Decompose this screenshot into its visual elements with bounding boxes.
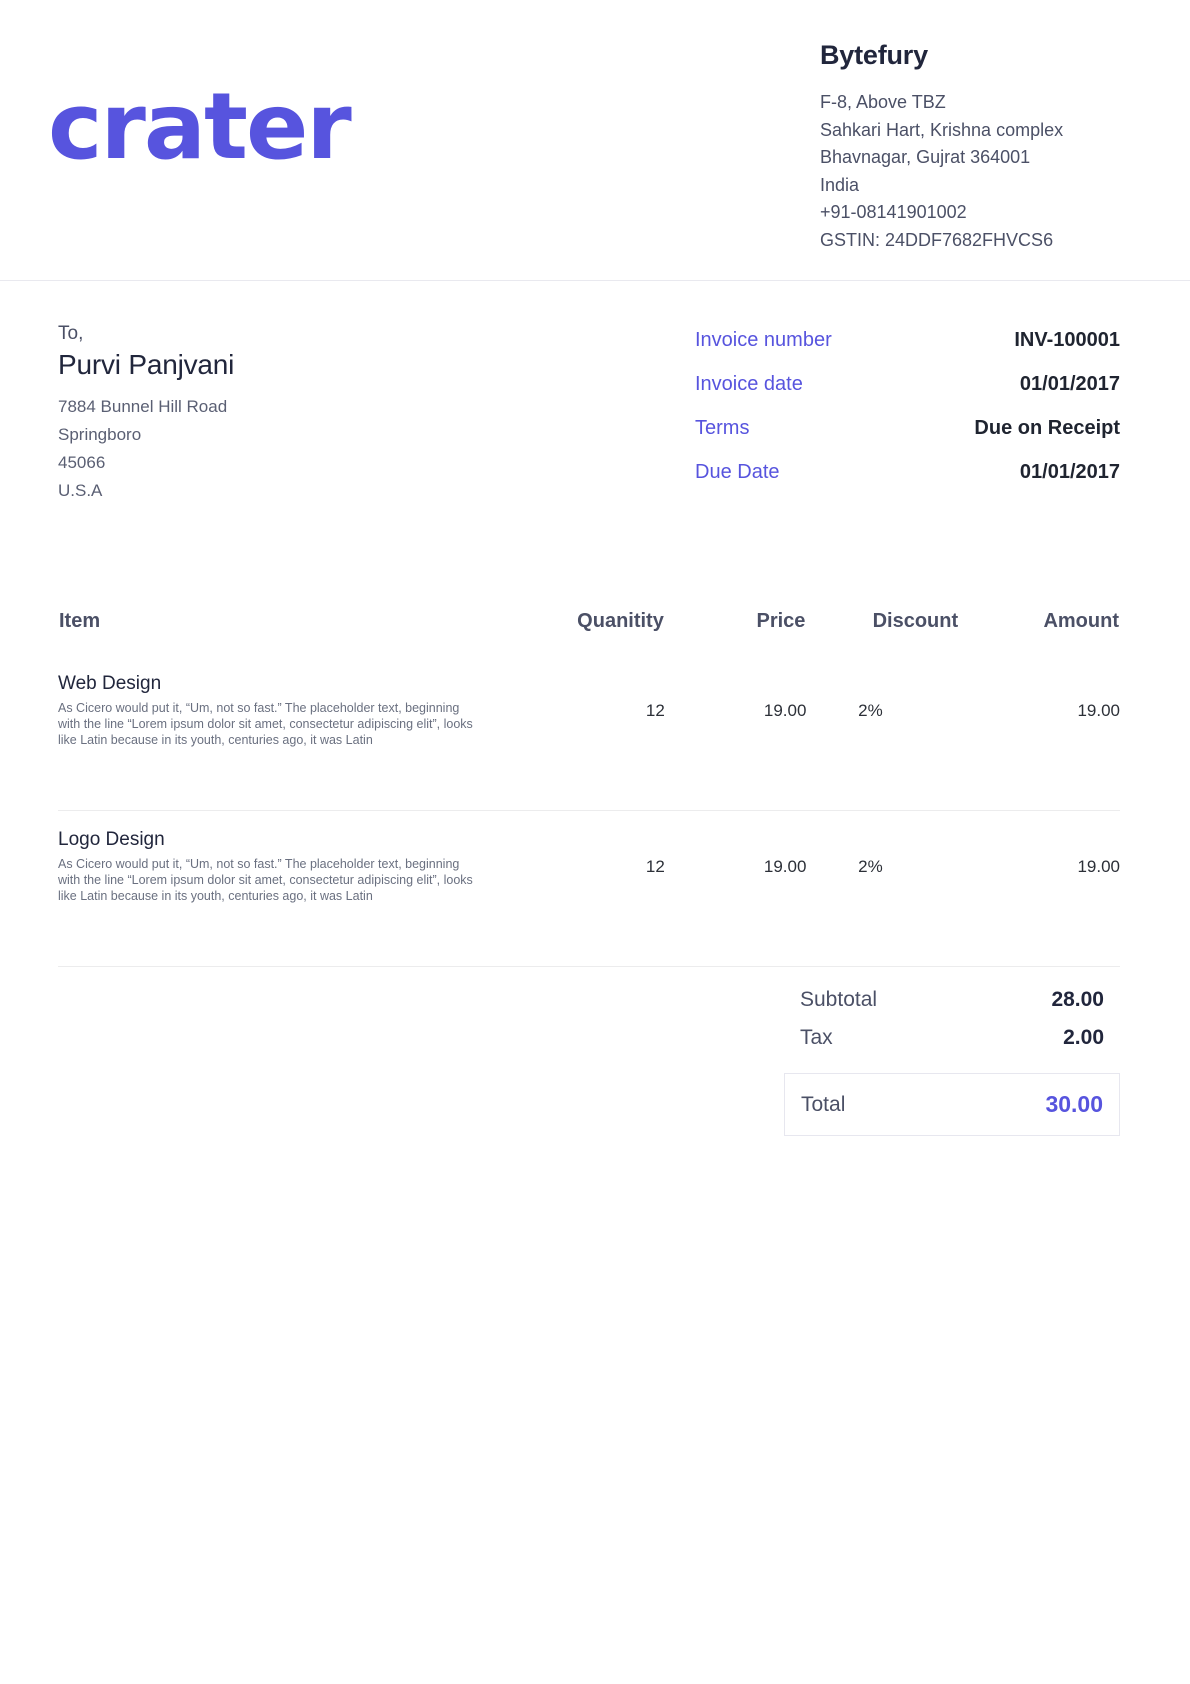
subtotal-value: 28.00 bbox=[1051, 988, 1104, 1011]
brand-logo-text: crater bbox=[48, 73, 350, 180]
company-phone: +91-08141901002 bbox=[820, 202, 967, 222]
brand-logo bbox=[48, 73, 350, 180]
line-items-header-row bbox=[58, 609, 1120, 655]
line-item-name: Web Design bbox=[58, 673, 162, 694]
line-item-discount-value: 2% bbox=[858, 856, 883, 876]
line-item-quantity: 12 bbox=[645, 856, 665, 876]
total-row bbox=[784, 1073, 1120, 1136]
line-item-amount: 19.00 bbox=[1077, 700, 1120, 720]
invoice-header bbox=[0, 0, 1190, 281]
company-name: Bytefury bbox=[820, 40, 928, 70]
column-header-item: Item bbox=[59, 610, 101, 632]
subtotal-label: Subtotal bbox=[800, 988, 878, 1011]
company-info bbox=[820, 34, 1120, 254]
line-item-name: Logo Design bbox=[58, 829, 165, 850]
invoice-date-value: 01/01/2017 bbox=[1019, 373, 1120, 395]
row-divider bbox=[58, 926, 1120, 967]
bill-to-address-line: 7884 Bunnel Hill Road bbox=[58, 397, 228, 416]
line-item-discount-value: 2% bbox=[858, 700, 883, 720]
invoice-number-value: INV-100001 bbox=[1014, 329, 1120, 351]
due-date-label: Due Date bbox=[695, 461, 780, 483]
invoice-meta-table bbox=[695, 329, 1120, 505]
column-header-discount: Discount bbox=[872, 610, 959, 632]
line-item-quantity: 12 bbox=[645, 700, 665, 720]
line-item-description: As Cicero would put it, “Um, not so fast.” The placeholder text, beginning with the line “Lorem ipsum dolor sit amet, consectetur adipiscing elit”, looks like Latin because in its youth, centuries ago, it was Latin bbox=[58, 701, 473, 747]
invoice-meta-row bbox=[695, 373, 1120, 417]
line-item-description: As Cicero would put it, “Um, not so fast.” The placeholder text, beginning with the line “Lorem ipsum dolor sit amet, consectetur adipiscing elit”, looks like Latin because in its youth, centuries ago, it was Latin bbox=[58, 857, 473, 903]
bill-to-address-line: 45066 bbox=[58, 453, 106, 472]
terms-value: Due on Receipt bbox=[974, 417, 1120, 439]
due-date-value: 01/01/2017 bbox=[1019, 461, 1120, 483]
line-item-amount: 19.00 bbox=[1077, 856, 1120, 876]
totals-block bbox=[784, 981, 1120, 1136]
bill-to-block bbox=[58, 323, 598, 505]
company-gstin: GSTIN: 24DDF7682FHVCS6 bbox=[820, 229, 1054, 250]
invoice-number-label: Invoice number bbox=[695, 329, 832, 351]
line-item-discount bbox=[806, 811, 958, 927]
line-items-table bbox=[58, 609, 1120, 967]
column-header-price: Price bbox=[756, 610, 806, 632]
row-divider bbox=[58, 770, 1120, 811]
subtotal-row bbox=[784, 981, 1120, 1019]
line-item-description-cell bbox=[58, 655, 513, 770]
totals-section bbox=[0, 967, 1190, 1136]
company-address-line: Sahkari Hart, Krishna complex bbox=[820, 119, 1064, 140]
invoice-date-label: Invoice date bbox=[695, 373, 803, 395]
table-row bbox=[58, 811, 1120, 927]
line-item-discount bbox=[806, 655, 958, 770]
column-header-quantity: Quanitity bbox=[577, 610, 664, 632]
company-address-line: India bbox=[820, 174, 860, 195]
total-label: Total bbox=[801, 1092, 846, 1116]
company-address-line: F-8, Above TBZ bbox=[820, 92, 946, 112]
tax-label: Tax bbox=[800, 1026, 833, 1049]
invoice-meta-row bbox=[695, 461, 1120, 505]
bill-to-address-line: Springboro bbox=[58, 425, 142, 444]
terms-label: Terms bbox=[695, 417, 750, 439]
column-header-amount: Amount bbox=[1043, 610, 1119, 632]
bill-to-name: Purvi Panjvani bbox=[58, 349, 235, 380]
invoice-meta-row bbox=[695, 329, 1120, 373]
line-item-description-cell bbox=[58, 811, 513, 927]
total-value: 30.00 bbox=[1045, 1091, 1103, 1117]
tax-row bbox=[784, 1019, 1120, 1057]
table-row bbox=[58, 655, 1120, 770]
invoice-meta-row bbox=[695, 417, 1120, 461]
bill-to-label: To, bbox=[58, 323, 84, 344]
invoice-details-section bbox=[0, 281, 1190, 505]
line-items-section bbox=[0, 505, 1190, 967]
line-item-price: 19.00 bbox=[763, 700, 807, 720]
tax-value: 2.00 bbox=[1063, 1026, 1104, 1049]
company-address-line: Bhavnagar, Gujrat 364001 bbox=[820, 147, 1031, 167]
line-item-price: 19.00 bbox=[763, 856, 807, 876]
bill-to-address-line: U.S.A bbox=[58, 481, 103, 500]
